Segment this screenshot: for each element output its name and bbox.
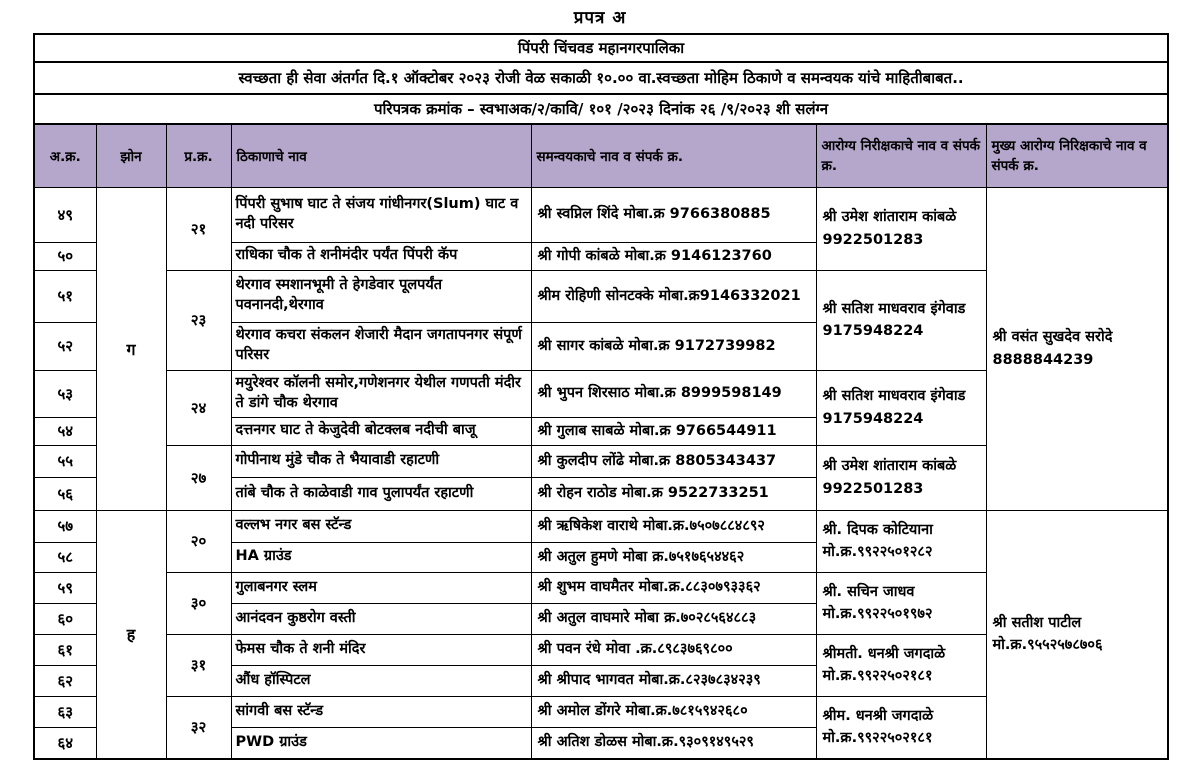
serial-cell: ५३ — [34, 370, 96, 417]
table-row — [34, 510, 1168, 542]
coordinator-cell: श्री श्रीपाद भागवत मोबा.क्र.८२३७८३४२३९ — [531, 665, 816, 696]
coordinator-cell: श्री रोहन राठोड मोबा.क्र 9522733251 — [531, 477, 816, 510]
coordinator-cell: श्री कुलदीप लोंढे मोबा.क्र 8805343437 — [531, 445, 816, 477]
location-cell: थेरगाव स्मशानभूमी ते हेगडेवार पूलपर्यंत पवनानदी,थेरगाव — [231, 270, 531, 322]
corporation-title: पिंपरी चिंचवड महानगरपालिका — [34, 34, 1168, 62]
serial-cell: ६१ — [34, 634, 96, 665]
inspector-phone: मो.क्र.९९२२५०२१८१ — [822, 668, 933, 684]
table-row — [34, 62, 1168, 94]
health-inspector-cell — [816, 445, 986, 510]
serial-cell: ५६ — [34, 477, 96, 510]
inspector-name: श्री सतिश माधवराव इंगेवाड — [822, 300, 966, 317]
serial-cell: ५१ — [34, 270, 96, 322]
location-cell: वल्लभ नगर बस स्टॅन्ड — [231, 510, 531, 542]
health-inspector-cell — [816, 634, 986, 696]
column-header-pr-no: प्र.क्र. — [166, 124, 231, 187]
serial-cell: ६० — [34, 603, 96, 634]
program-no-cell: २७ — [166, 445, 231, 510]
program-no-cell: २१ — [166, 187, 231, 270]
serial-cell: ६४ — [34, 727, 96, 759]
coordinator-cell: श्री अतिश डोळस मोबा.क्र.९३०९१४९५२९ — [531, 727, 816, 759]
location-cell: PWD ग्राउंड — [231, 727, 531, 759]
health-inspector-cell — [816, 510, 986, 572]
location-cell: फेमस चौक ते शनी मंदिर — [231, 634, 531, 665]
coordinator-cell: श्री अमोल डोंगरे मोबा.क्र.७८१५९४२६८० — [531, 696, 816, 727]
serial-cell: ५४ — [34, 417, 96, 445]
inspector-name: श्री उमेश शांताराम कांबळे — [822, 209, 957, 226]
coordinator-cell: श्रीम रोहिणी सोनटक्के मोबा.क्र9146332021 — [531, 270, 816, 322]
column-header-zone: झोन — [96, 124, 166, 187]
serial-cell: ४९ — [34, 187, 96, 242]
location-cell: थेरगाव कचरा संकलन शेजारी मैदान जगतापनगर संपूर्ण परिसर — [231, 322, 531, 370]
serial-cell: ५५ — [34, 445, 96, 477]
serial-cell: ५२ — [34, 322, 96, 370]
inspector-name: श्री. दिपक कोटियाना — [822, 521, 933, 538]
program-no-cell: ३० — [166, 572, 231, 634]
location-cell: गुलाबनगर स्लम — [231, 572, 531, 603]
inspector-phone: मो.क्र.९९२२५०१९७२ — [822, 606, 933, 622]
chief-inspector-cell — [986, 187, 1168, 510]
column-header-coordinator: समन्वयकाचे नाव व संपर्क क्र. — [531, 124, 816, 187]
serial-cell: ६३ — [34, 696, 96, 727]
program-no-cell: २४ — [166, 370, 231, 445]
coordinator-cell: श्री पवन रंधे मोवा .क्र.८९८३७६९८०० — [531, 634, 816, 665]
circular-reference: परिपत्रक क्रमांक – स्वभाअक/२/कावि/ १०१ /२०२३ दिनांक २६ /९/२०२३ शी सलंग्न — [34, 94, 1168, 124]
location-cell: राधिका चौक ते शनीमंदीर पर्यंत पिंपरी कॅप — [231, 242, 531, 270]
health-inspector-cell — [816, 572, 986, 634]
coordinator-cell: श्री भुपन शिरसाठ मोबा.क्र 8999598149 — [531, 370, 816, 417]
serial-cell: ५८ — [34, 542, 96, 572]
inspector-phone: 9922501283 — [822, 231, 924, 248]
location-cell: सांगवी बस स्टॅन्ड — [231, 696, 531, 727]
serial-cell: ६२ — [34, 665, 96, 696]
chief-inspector-cell — [986, 510, 1168, 759]
serial-cell: ५७ — [34, 510, 96, 542]
inspector-phone: 9175948224 — [822, 323, 924, 339]
page-title: प्रपत्र अ — [573, 8, 627, 28]
health-inspector-cell — [816, 370, 986, 445]
table-row — [34, 187, 1168, 242]
inspector-phone: 9922501283 — [822, 480, 924, 497]
health-inspector-cell — [816, 187, 986, 270]
inspector-name: श्री उमेश शांताराम कांबळे — [822, 458, 957, 475]
inspector-name: श्रीम. धनश्री जगदाळे — [822, 707, 934, 724]
coordinator-cell: श्री सागर कांबळे मोबा.क्र 9172739982 — [531, 322, 816, 370]
coordinator-cell: श्री शुभम वाघमैतर मोबा.क्र.८८३०७९३३६२ — [531, 572, 816, 603]
coordinator-cell: श्री ऋषिकेश वाराथे मोबा.क्र.७५०७८८४८९२ — [531, 510, 816, 542]
inspector-name: श्रीमती. धनश्री जगदाळे — [822, 645, 946, 662]
column-header-location: ठिकाणाचे नाव — [231, 124, 531, 187]
zone-cell: ग — [96, 187, 166, 510]
location-cell: पिंपरी सुभाष घाट ते संजय गांधीनगर(Slum) घाट व नदी परिसर — [231, 187, 531, 242]
location-cell: दत्तनगर घाट ते केजुदेवी बोटक्लब नदीची बाजू — [231, 417, 531, 445]
table-row — [34, 34, 1168, 62]
serial-cell: ५० — [34, 242, 96, 270]
inspector-name: श्री. सचिन जाधव — [822, 583, 915, 600]
campaign-subtitle: स्वच्छता ही सेवा अंतर्गत दि.१ ऑक्टोबर २०२३ रोजी वेळ सकाळी १०.०० वा.स्वच्छता मोहिम ठिकाणे व समन्वयक यांचे माहितीबाबत.. — [34, 62, 1168, 94]
coordinator-cell: श्री अतुल वाघमारे मोबा क्र.७०२८५६४८८३ — [531, 603, 816, 634]
coordinator-cell: श्री गुलाब साबळे मोबा.क्र 9766544911 — [531, 417, 816, 445]
chief-inspector-phone: मो.क्र.९५५२५७८७०६ — [992, 637, 1103, 654]
location-cell: औंध हॉस्पिटल — [231, 665, 531, 696]
inspector-name: श्री सतिश माधवराव इंगेवाड — [822, 388, 966, 405]
chief-inspector-name: श्री सतीश पाटील — [992, 614, 1082, 631]
serial-cell: ५९ — [34, 572, 96, 603]
health-inspector-cell — [816, 696, 986, 759]
location-cell: आनंदवन कुष्ठरोग वस्ती — [231, 603, 531, 634]
health-inspector-cell — [816, 270, 986, 370]
location-cell: तांबे चौक ते काळेवाडी गाव पुलापर्यंत रहाटणी — [231, 477, 531, 510]
table-header-row — [34, 124, 1168, 187]
program-no-cell: ३१ — [166, 634, 231, 696]
location-cell: गोपीनाथ मुंडे चौक ते भैयावाडी रहाटणी — [231, 445, 531, 477]
coordinator-cell: श्री गोपी कांबळे मोबा.क्र 9146123760 — [531, 242, 816, 270]
column-header-health-inspector: आरोग्य निरीक्षकाचे नाव व संपर्क क्र. — [816, 124, 986, 187]
program-no-cell: ३२ — [166, 696, 231, 759]
location-cell: HA ग्राउंड — [231, 542, 531, 572]
column-header-chief-health-inspector: मुख्य आरोग्य निरिक्षकाचे नाव व संपर्क क्र. — [986, 124, 1168, 187]
inspector-phone: मो.क्र.९९२२५०१२८२ — [822, 544, 933, 560]
coordinator-cell: श्री स्वप्निल शिंदे मोबा.क्र 9766380885 — [531, 187, 816, 242]
location-cell: मयुरेश्वर कॉलनी समोर,गणेशनगर येथील गणपती मंदीर ते डांगे चौक थेरगाव — [231, 370, 531, 417]
coordinator-cell: श्री अतुल हुमणे मोबा क्र.७५१७६५४४६२ — [531, 542, 816, 572]
chief-inspector-name: श्री वसंत सुखदेव सरोदे — [992, 329, 1113, 346]
zone-cell: ह — [96, 510, 166, 759]
inspector-phone: मो.क्र.९९२२५०२१८१ — [822, 730, 933, 747]
swachhata-schedule-table — [33, 33, 1169, 760]
chief-inspector-phone: 8888844239 — [992, 351, 1094, 368]
program-no-cell: २० — [166, 510, 231, 572]
column-header-sr-no: अ.क्र. — [34, 124, 96, 187]
table-row — [34, 94, 1168, 124]
program-no-cell: २३ — [166, 270, 231, 370]
inspector-phone: 9175948224 — [822, 410, 924, 427]
